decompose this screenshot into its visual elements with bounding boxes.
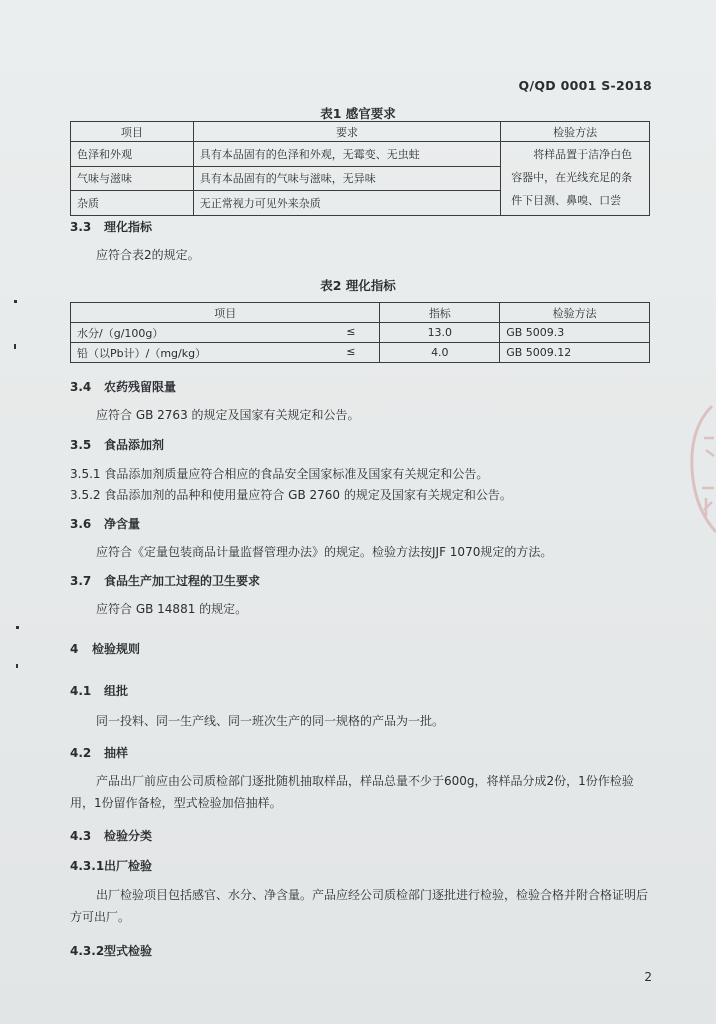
scan-mark [16, 664, 18, 668]
paragraph: 应符合表2的规定。 [96, 248, 200, 262]
table-cell-value: 4.0 [380, 343, 500, 363]
seal-stamp-fragment [682, 398, 716, 538]
paragraph: 应符合《定量包装商品计量监督管理办法》的规定。检验方法按JJF 1070规定的方法。 [96, 545, 553, 559]
page-number: 2 [644, 970, 652, 984]
table-cell-method: GB 5009.12 [500, 343, 650, 363]
physicochemical-table [70, 302, 650, 363]
section-heading: 3.4 农药残留限量 [70, 380, 177, 394]
table-cell-item: 气味与滋味 [71, 166, 194, 191]
table-cell-item: 水分/（g/100g） ≤ [71, 323, 380, 343]
section-heading: 4.2 抽样 [70, 746, 129, 760]
subclause: 3.5.1 食品添加剂质量应符合相应的食品安全国家标准及国家有关规定和公告。 [70, 467, 489, 481]
table-cell-item: 铅（以Pb计）/（mg/kg） ≤ [71, 343, 380, 363]
paragraph: 应符合 GB 2763 的规定及国家有关规定和公告。 [96, 408, 360, 422]
subsection-heading: 4.3.2型式检验 [70, 944, 153, 958]
table-header-cell: 项目 [71, 303, 380, 323]
table-header-cell: 检验方法 [500, 303, 650, 323]
chapter-heading: 4 检验规则 [70, 642, 141, 656]
paragraph: 应符合 GB 14881 的规定。 [96, 602, 248, 616]
leq-symbol: ≤ [346, 324, 356, 338]
table-header-cell: 指标 [380, 303, 500, 323]
section-heading: 4.3 检验分类 [70, 829, 153, 843]
table-header-row [71, 122, 650, 142]
table1-caption: 表1 感官要求 [320, 106, 396, 121]
subclause: 3.5.2 食品添加剂的品种和使用量应符合 GB 2760 的规定及国家有关规定和公告。 [70, 488, 512, 502]
table-header-row [71, 303, 650, 323]
sensory-table [70, 121, 650, 216]
table-cell-requirement: 无正常视力可见外来杂质 [193, 191, 500, 216]
section-heading: 3.6 净含量 [70, 517, 141, 531]
table-cell-value: 13.0 [380, 323, 500, 343]
table-header-cell: 检验方法 [501, 122, 650, 142]
table-row [71, 142, 650, 167]
section-heading: 4.1 组批 [70, 684, 129, 698]
table-header-cell: 要求 [193, 122, 500, 142]
table-header-cell: 项目 [71, 122, 194, 142]
leq-symbol: ≤ [346, 344, 356, 358]
table2-caption: 表2 理化指标 [320, 278, 396, 293]
section-heading: 3.7 食品生产加工过程的卫生要求 [70, 574, 261, 588]
table-row [71, 343, 650, 363]
seal-stamp-icon [682, 398, 716, 538]
table-cell-method: 将样品置于洁净白色容器中，在光线充足的条件下目测、鼻嗅、口尝 [501, 142, 650, 216]
table-row [71, 323, 650, 343]
table-cell-requirement: 具有本品固有的色泽和外观，无霉变、无虫蛀 [193, 142, 500, 167]
table-cell-method: GB 5009.3 [500, 323, 650, 343]
paragraph: 同一投料、同一生产线、同一班次生产的同一规格的产品为一批。 [96, 714, 445, 728]
scan-mark [14, 300, 17, 303]
section-heading: 3.3 理化指标 [70, 220, 153, 234]
standard-code: Q/QD 0001 S-2018 [518, 78, 652, 93]
table-cell-item: 杂质 [71, 191, 194, 216]
scan-mark [16, 626, 19, 629]
scan-mark [14, 344, 16, 349]
paragraph: 产品出厂前应由公司质检部门逐批随机抽取样品，样品总量不少于600g，将样品分成2份，1份作检验用，1份留作备检，型式检验加倍抽样。 [70, 774, 634, 810]
subsection-heading: 4.3.1出厂检验 [70, 859, 153, 873]
table-cell-requirement: 具有本品固有的气味与滋味，无异味 [193, 166, 500, 191]
section-heading: 3.5 食品添加剂 [70, 438, 165, 452]
paragraph: 出厂检验项目包括感官、水分、净含量。产品应经公司质检部门逐批进行检验，检验合格并附合格证明后方可出厂。 [70, 888, 649, 924]
table-cell-item: 色泽和外观 [71, 142, 194, 167]
